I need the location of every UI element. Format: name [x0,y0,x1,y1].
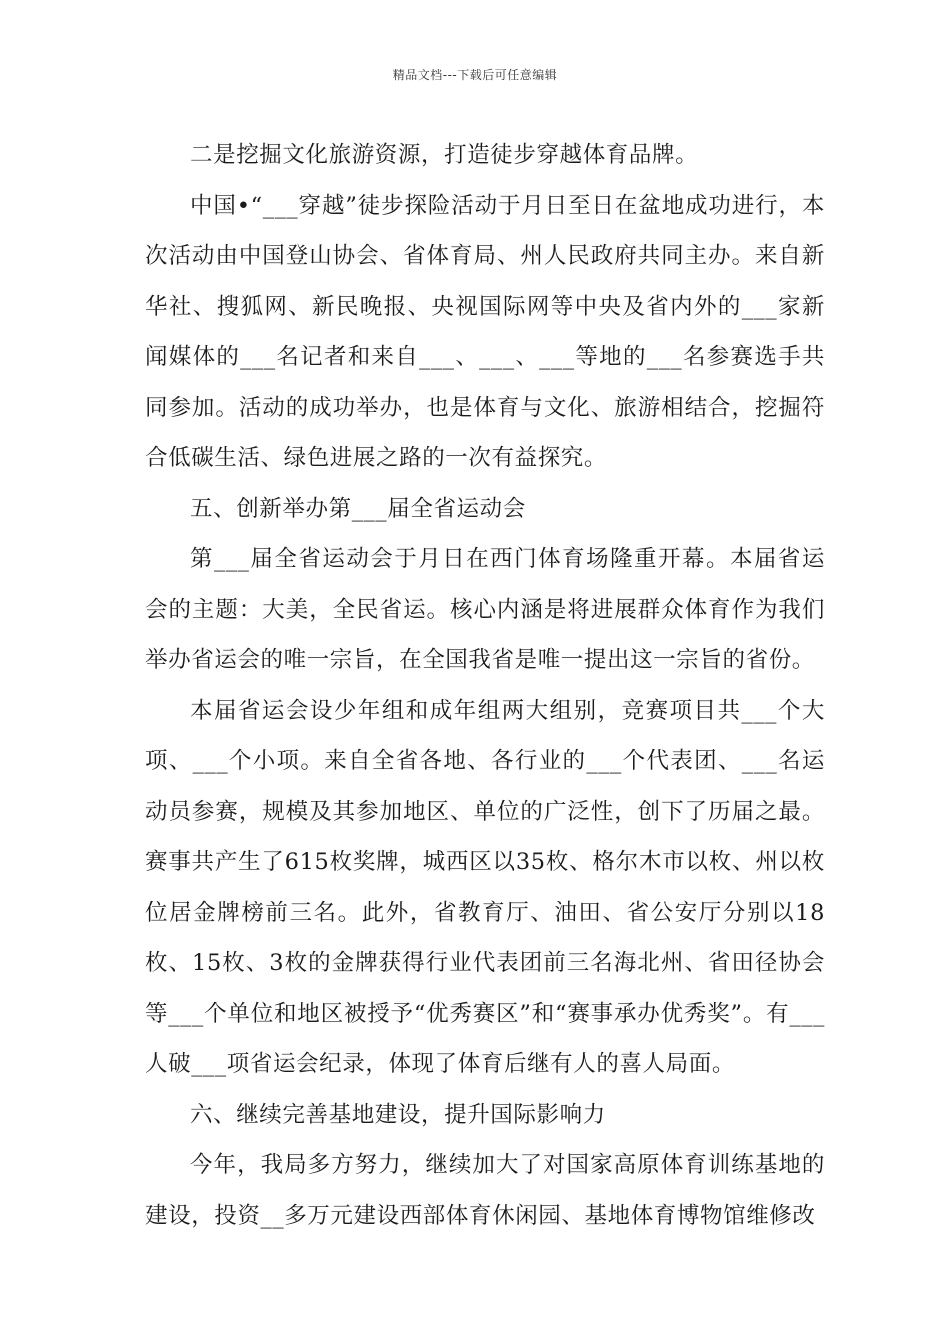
document-body [145,130,825,1241]
page-header: 精品文档---下载后可任意编辑 [392,68,558,82]
section-heading-provincial-games: 五、创新举办第___届全省运动会 [190,495,526,522]
paragraph-culture-tourism: 二是挖掘文化旅游资源，打造徒步穿越体育品牌。 [190,142,699,168]
section-heading-base-construction: 六、继续完善基地建设，提升国际影响力 [190,1101,606,1128]
paragraph-base-construction: 今年，我局多方努力，继续加大了对国家高原体育训练基地的建设，投资__多万元建设西部体育休闲园、基地体育博物馆维修改 [145,1152,825,1229]
paragraph-games-results: 本届省运会设少年组和成年组两大组别，竞赛项目共___个大项、___个小项。来自全省各地、各行业的___个代表团、___名运动员参赛，规模及其参加地区、单位的广泛性，创下了历届之最。赛事共产生了615枚奖牌，城西区以35枚、格尔木市以枚、州以枚位居金牌榜前三名。此外，省教育厅、油田、省公安厅分别以18枚、15枚、3枚的金牌获得行业代表团前三名海北州、省田径协会等___个单位和地区被授予“优秀赛区”和“赛事承办优秀奖”。有___人破___项省运会纪录，体现了体育后继有人的喜人局面。 [145,697,825,1077]
paragraph-games-opening: 第___届全省运动会于月日在西门体育场隆重开幕。本届省运会的主题：大美，全民省运。核心内涵是将进展群众体育作为我们举办省运会的唯一宗旨，在全国我省是唯一提出这一宗旨的省份。 [145,546,825,673]
paragraph-hiking-event: 中国•“___穿越”徒步探险活动于月日至日在盆地成功进行，本次活动由中国登山协会、省体育局、州人民政府共同主办。来自新华社、搜狐网、新民晚报、央视国际网等中央及省内外的___家新闻媒体的___名记者和来自___、___、___等地的___名参赛选手共同参加。活动的成功举办，也是体育与文化、旅游相结合，挖掘符合低碳生活、绿色进展之路的一次有益探究。 [145,192,825,471]
